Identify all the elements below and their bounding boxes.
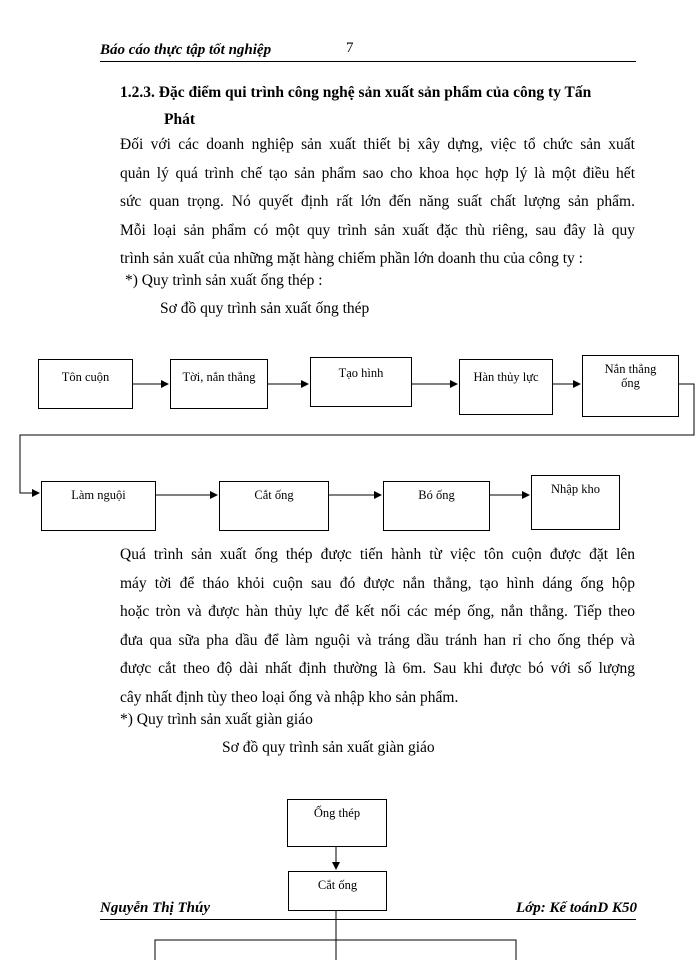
step-scaffold-cat-ong	[288, 871, 387, 911]
step-label: Làm nguội	[71, 488, 126, 502]
step-label: Tời, nắn thẳng	[182, 370, 256, 384]
step-label: Nắn thẳng ống	[604, 362, 657, 390]
step-label: Cắt ống	[254, 488, 294, 502]
footer-rule	[100, 919, 636, 920]
step-label: Ống thép	[313, 806, 361, 820]
description-line: được cắt theo độ dài nhất định thường là 6m. Sau khi được bó với số lượng	[120, 660, 635, 677]
description-line: Quá trình sản xuất ống thép được tiến hành từ việc tôn cuộn được đặt lên	[120, 546, 635, 563]
description-line: cây nhất định tùy theo loại ống và nhập kho sản phẩm.	[120, 688, 459, 706]
step-lam-nguoi	[41, 481, 156, 531]
scaffold-diagram-title: Sơ đồ quy trình sản xuất giàn giáo	[222, 739, 435, 756]
step-han-thuy-luc	[459, 359, 553, 415]
step-nan-thang-ong	[582, 355, 679, 417]
step-label: Nhập kho	[551, 482, 600, 496]
steel-pipe-label: *) Quy trình sản xuất ống thép :	[125, 272, 323, 289]
steel-pipe-diagram-title: Sơ đồ quy trình sản xuất ống thép	[160, 300, 370, 317]
footer-author: Nguyễn Thị Thúy	[100, 900, 211, 916]
intro-line: quản lý quá trình chế tạo sản phẩm sao cho khoa học hợp lý là một điều hết	[120, 164, 635, 182]
step-label: Bó ống	[418, 488, 455, 502]
footer-class: Lớp: Kế toánD K50	[516, 900, 637, 916]
description-line: hoặc tròn và được hàn thủy lực để kết nối các mép ống, nắn thẳng. Tiếp theo	[120, 603, 635, 620]
intro-line: Đối với các doanh nghiệp sản xuất thiết bị xây dựng, việc tổ chức sản xuất	[120, 136, 635, 153]
description-line: máy tời để tháo khỏi cuộn sau đó được nắn thẳng, tạo hình dáng ống hộp	[120, 574, 635, 592]
step-label: Hàn thủy lực	[473, 370, 539, 384]
step-bo-ong	[383, 481, 490, 531]
description-paragraph	[120, 541, 635, 712]
header-title: Báo cáo thực tập tốt nghiệp	[100, 42, 272, 58]
section-heading-line2: Phát	[164, 111, 195, 128]
step-ton-cuon	[38, 359, 133, 409]
step-label: Tôn cuộn	[61, 370, 110, 384]
intro-line: Mỗi loại sản phẩm có một quy trình sản xuất đặc thù riêng, sau đây là quy	[120, 221, 635, 239]
step-nhap-kho	[531, 475, 620, 530]
page-number: 7	[346, 40, 354, 56]
intro-line: trình sản xuất của những mặt hàng chiếm phần lớn doanh thu của công ty :	[120, 250, 583, 267]
scaffold-label: *) Quy trình sản xuất giàn giáo	[120, 711, 313, 728]
step-tao-hinh	[310, 357, 412, 407]
description-line: đưa qua sữa pha dầu để làm nguội và tráng dầu tránh han rỉ cho ống thép và	[120, 631, 635, 649]
section-heading-line1: 1.2.3. Đặc điểm qui trình công nghệ sản xuất sản phẩm của công ty Tấn	[120, 84, 592, 101]
step-label: Tạo hình	[338, 366, 384, 380]
step-cat-ong	[219, 481, 329, 531]
step-label: Cắt ống	[317, 878, 358, 892]
step-ong-thep	[287, 799, 387, 847]
step-toi-nan-thang	[170, 359, 268, 409]
intro-line: sức quan trọng. Nó quyết định rất lớn đến năng suất chất lượng sản phẩm.	[120, 193, 635, 210]
